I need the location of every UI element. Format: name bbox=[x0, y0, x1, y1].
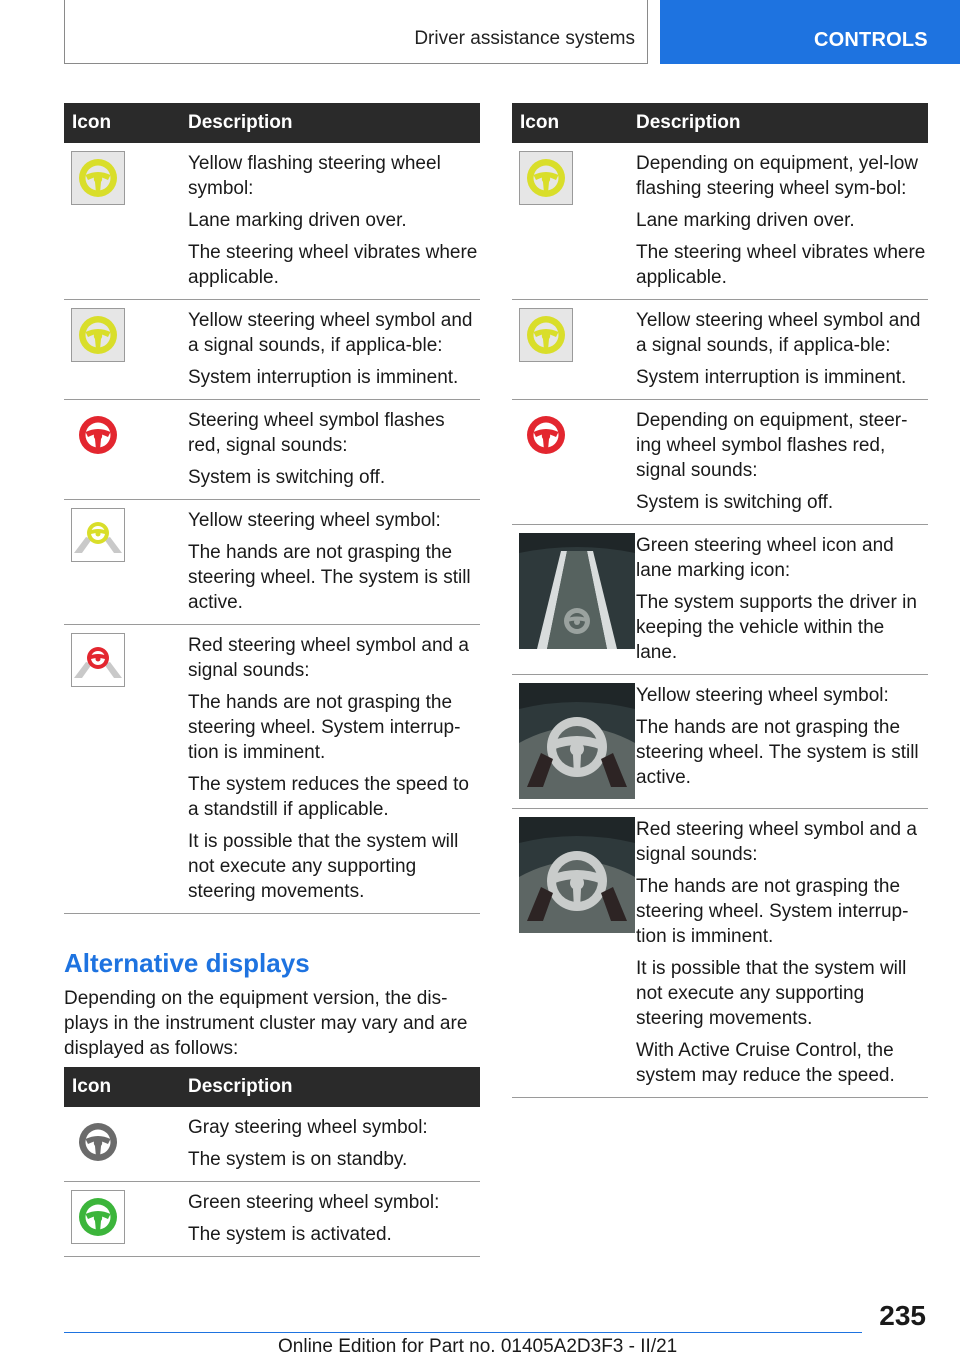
table-header bbox=[64, 103, 480, 143]
footer-divider bbox=[64, 1332, 862, 1333]
description-line: Gray steering wheel symbol: bbox=[188, 1117, 428, 1138]
yellow-steering-wheel-icon bbox=[71, 151, 125, 205]
icon-cell bbox=[512, 533, 636, 665]
hands-off-display-image bbox=[519, 683, 635, 799]
table-row bbox=[512, 400, 928, 525]
header-section-title: Driver assistance systems bbox=[414, 28, 635, 49]
description-line: The system is on standby. bbox=[188, 1149, 408, 1170]
description-line: System interruption is imminent. bbox=[188, 367, 459, 388]
description-line: Depending on equipment, yel-low flashing steering wheel sym-bol: bbox=[636, 153, 919, 199]
description-column-header: Description bbox=[636, 112, 741, 133]
description-line: Yellow flashing steering wheel symbol: bbox=[188, 153, 441, 199]
table-row bbox=[512, 525, 928, 675]
icon-cell bbox=[512, 151, 636, 290]
table-row bbox=[512, 675, 928, 809]
gray-steering-wheel-icon bbox=[71, 1115, 125, 1169]
section-body: Depending on the equipment version, the dis-plays in the instrument cluster may vary and are displayed as follows: bbox=[64, 988, 468, 1059]
description-cell bbox=[188, 1115, 480, 1172]
table-row bbox=[64, 1182, 480, 1257]
description-line: The hands are not grasping the steering wheel. System interrup-tion is imminent. bbox=[188, 692, 461, 763]
icon-cell bbox=[64, 508, 188, 615]
description-line: Red steering wheel symbol and a signal sounds: bbox=[188, 635, 469, 681]
description-cell bbox=[636, 408, 928, 515]
description-line: The system reduces the speed to a standstill if applicable. bbox=[188, 774, 469, 820]
description-column-header: Description bbox=[188, 1076, 293, 1097]
description-line: Steering wheel symbol flashes red, signal sounds: bbox=[188, 410, 445, 456]
section-title: Alternative displays bbox=[64, 948, 310, 978]
icon-cell bbox=[64, 308, 188, 390]
hands-off-display-image bbox=[519, 817, 635, 933]
right-icon-table bbox=[512, 103, 928, 1098]
table-row bbox=[64, 400, 480, 500]
description-line: With Active Cruise Control, the system may reduce the speed. bbox=[636, 1040, 895, 1086]
table-header bbox=[512, 103, 928, 143]
icon-column-header: Icon bbox=[520, 112, 560, 133]
table-row bbox=[64, 143, 480, 300]
table-row bbox=[512, 143, 928, 300]
description-line: System is switching off. bbox=[188, 467, 386, 488]
description-cell bbox=[188, 633, 480, 904]
red-steering-wheel-icon bbox=[519, 408, 573, 462]
description-cell bbox=[188, 508, 480, 615]
icon-cell bbox=[512, 683, 636, 799]
icon-cell bbox=[64, 1115, 188, 1172]
description-column-header: Description bbox=[188, 112, 293, 133]
red-hands-off-icon bbox=[71, 633, 125, 687]
yellow-steering-wheel-icon bbox=[71, 308, 125, 362]
yellow-steering-wheel-icon bbox=[519, 308, 573, 362]
alternative-icon-table bbox=[64, 1067, 480, 1257]
icon-cell bbox=[64, 1190, 188, 1247]
description-line: System is switching off. bbox=[636, 492, 834, 513]
description-line: The steering wheel vibrates where applicable. bbox=[636, 242, 926, 288]
description-cell bbox=[636, 151, 928, 290]
description-line: The steering wheel vibrates where applicable. bbox=[188, 242, 478, 288]
description-cell bbox=[188, 308, 480, 390]
left-icon-table bbox=[64, 103, 480, 914]
icon-cell bbox=[512, 817, 636, 1088]
table-row bbox=[64, 625, 480, 914]
description-cell bbox=[636, 817, 928, 1088]
description-cell bbox=[636, 533, 928, 665]
description-line: It is possible that the system will not execute any supporting steering movements. bbox=[188, 831, 459, 902]
icon-cell bbox=[64, 633, 188, 904]
green-steering-wheel-icon bbox=[71, 1190, 125, 1244]
description-line: System interruption is imminent. bbox=[636, 367, 907, 388]
page-number: 235 bbox=[879, 1300, 926, 1331]
description-line: Yellow steering wheel symbol: bbox=[636, 685, 889, 706]
header-chapter-label: CONTROLS bbox=[814, 29, 928, 51]
description-line: Yellow steering wheel symbol: bbox=[188, 510, 441, 531]
description-cell bbox=[188, 1190, 480, 1247]
table-row bbox=[64, 1107, 480, 1182]
table-header bbox=[64, 1067, 480, 1107]
green-lane-display-image bbox=[519, 533, 635, 649]
description-line: Green steering wheel symbol: bbox=[188, 1192, 440, 1213]
description-line: Yellow steering wheel symbol and a signal sounds, if applica-ble: bbox=[188, 310, 473, 356]
description-cell bbox=[188, 151, 480, 290]
description-line: Lane marking driven over. bbox=[188, 210, 407, 231]
description-cell bbox=[636, 308, 928, 390]
icon-cell bbox=[512, 308, 636, 390]
icon-column-header: Icon bbox=[72, 1076, 112, 1097]
table-row bbox=[512, 300, 928, 400]
table-row bbox=[64, 300, 480, 400]
table-row bbox=[512, 809, 928, 1098]
description-line: Green steering wheel icon and lane marking icon: bbox=[636, 535, 894, 581]
description-line: Red steering wheel symbol and a signal sounds: bbox=[636, 819, 917, 865]
header-section-box bbox=[64, 0, 648, 64]
yellow-steering-wheel-icon bbox=[519, 151, 573, 205]
icon-cell bbox=[512, 408, 636, 515]
description-line: It is possible that the system will not execute any supporting steering movements. bbox=[636, 958, 907, 1029]
description-line: Depending on equipment, steer-ing wheel symbol flashes red, signal sounds: bbox=[636, 410, 908, 481]
description-cell bbox=[636, 683, 928, 799]
description-line: Lane marking driven over. bbox=[636, 210, 855, 231]
description-line: The system is activated. bbox=[188, 1224, 392, 1245]
description-line: The hands are not grasping the steering wheel. The system is still active. bbox=[188, 542, 471, 613]
icon-cell bbox=[64, 408, 188, 490]
icon-column-header: Icon bbox=[72, 112, 112, 133]
header-chapter-tab bbox=[660, 0, 960, 64]
description-line: The hands are not grasping the steering wheel. System interrup-tion is imminent. bbox=[636, 876, 909, 947]
red-steering-wheel-icon bbox=[71, 408, 125, 462]
footer-edition: Online Edition for Part no. 01405A2D3F3 - II/21 bbox=[278, 1336, 678, 1357]
table-row bbox=[64, 500, 480, 625]
description-line: The hands are not grasping the steering wheel. The system is still active. bbox=[636, 717, 919, 788]
description-line: Yellow steering wheel symbol and a signal sounds, if applica-ble: bbox=[636, 310, 921, 356]
yellow-hands-off-icon bbox=[71, 508, 125, 562]
icon-cell bbox=[64, 151, 188, 290]
description-cell bbox=[188, 408, 480, 490]
description-line: The system supports the driver in keeping the vehicle within the lane. bbox=[636, 592, 917, 663]
